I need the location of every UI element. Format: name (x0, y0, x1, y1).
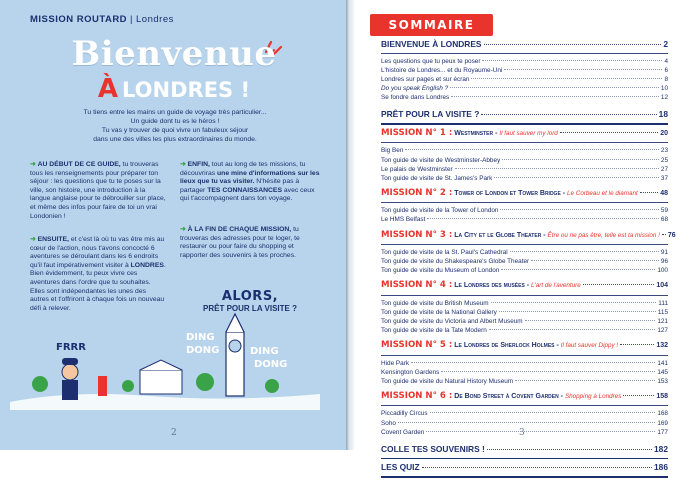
mission-label: MISSION N° 4 : (381, 280, 453, 291)
block-enfin-text-3: avec ceux qui t'accompagnent dans ton voyage. (180, 186, 315, 203)
sound-ding: DING (250, 346, 279, 357)
toc-entry-page: 25 (660, 156, 668, 164)
toc-divider (381, 142, 668, 143)
toc-subentry[interactable] (381, 359, 668, 368)
toc-subentry[interactable] (381, 174, 668, 183)
mission-name: La City et le Globe Theater (454, 231, 542, 239)
block-ensuite-text: et c'est là où tu vas être mis au cœur de l'action, nous t'avons concocté 6 aventures se déroulant dans les 6 endroits qu'il faut impérativement visiter à (30, 236, 165, 269)
toc-entry-page: 6 (664, 67, 668, 75)
left-page (0, 0, 348, 450)
intro-text (34, 108, 316, 144)
table-of-contents (381, 39, 676, 481)
toc-entry-page: 132 (656, 342, 668, 350)
toc-mission-1[interactable]: MISSION N° 1 : Westminster - Il faut sauver my lord 20 (381, 127, 668, 138)
toc-mission-4[interactable]: MISSION N° 4 : Le Londres des musées - L'art de l'aventure 104 (381, 280, 668, 291)
toc-subentry[interactable] (381, 57, 668, 66)
page-number-right: 3 (519, 428, 525, 438)
toc-subentry[interactable] (381, 299, 668, 308)
toc-mission-5[interactable]: MISSION N° 5 : Le Londres de Sherlock Holmes - Il faut sauver Dippy ! 132 (381, 340, 668, 351)
alors-line-1: ALORS, (221, 289, 279, 304)
block-enfin-text: tout au long de tes missions, tu découvriras (180, 161, 306, 177)
toc-divider (381, 202, 668, 203)
mission-label: MISSION N° 1 : (381, 127, 453, 138)
sound-frrr: FRRR (56, 342, 86, 353)
toc-entry-page: 168 (657, 410, 668, 418)
mission-name: Le Londres de Sherlock Holmes (454, 342, 555, 350)
toc-entry-title: Ton guide de visite de St. James's Park (381, 174, 493, 182)
mission-name: Le Londres des musées (454, 282, 525, 290)
toc-entry-page: 27 (660, 165, 668, 173)
toc-entry-title: Piccadilly Circus (381, 410, 428, 418)
character-body-icon (62, 380, 78, 400)
tree-icon (196, 373, 214, 391)
toc-subentry[interactable] (381, 326, 668, 335)
tower-spire-icon (226, 314, 244, 332)
character-head-icon (62, 364, 78, 380)
block-fin-lead: À LA FIN DE CHAQUE MISSION, (187, 226, 292, 233)
book-spine (346, 0, 354, 450)
bowler-hat-icon (62, 358, 78, 365)
tree-icon (32, 376, 48, 392)
toc-entry-title: Ton guide de visite du Natural History Museum (381, 377, 514, 385)
toc-subentry[interactable] (381, 75, 668, 84)
block-fin (180, 226, 320, 260)
toc-subentry[interactable] (381, 368, 668, 377)
toc-mission-3[interactable]: MISSION N° 3 : La City et le Globe Theater - Être ou ne pas être, telle est ta mission ! 76 (381, 229, 676, 240)
mission-name: De Bond Street à Covent Garden (454, 392, 559, 400)
mission-name: Tower of London et Tower Bridge (454, 189, 561, 197)
toc-entry-title: Londres sur pages et sur écran (381, 76, 470, 84)
toc-entry-title: Ton guide de visite de la St. Paul's Cathedral (381, 249, 508, 257)
toc-entry-page: 186 (654, 462, 668, 473)
mission-subtitle: Être ou ne pas être, telle est ta mission ! (547, 231, 660, 239)
mission-label: MISSION N° 3 : (381, 229, 453, 240)
arrow-icon: ➜ (30, 236, 36, 243)
sound-dong: DONG (186, 345, 220, 356)
toc-entry-page: 177 (657, 428, 668, 436)
toc-entry-title: PRÊT POUR LA VISITE ? (381, 109, 480, 120)
toc-entry-page: 127 (657, 327, 668, 335)
mission-subtitle: Il faut sauver Dippy ! (560, 342, 619, 350)
toc-entry-title: Ton guide de visite de Westminster-Abbey (381, 156, 501, 164)
toc-entry-page: 20 (660, 129, 668, 137)
toc-divider (381, 123, 668, 125)
mission-subtitle: Shopping à Londres (564, 392, 622, 400)
block-ensuite-text-2: . Bien évidemment, tu peux vivre ces aventures dans l'ordre que tu souhaites. Elles sont indépendantes les unes des autres et t'offriront à chaque fois un nouveau défi à relever. (30, 261, 166, 312)
toc-entry-title: Ton guide de visite du Victoria and Albert Museum (381, 318, 523, 325)
toc-entry-title: Kensington Gardens (381, 368, 440, 376)
toc-subentry[interactable] (381, 215, 668, 224)
toc-mission-6[interactable]: MISSION N° 6 : De Bond Street à Covent Garden - Shopping à Londres 158 (381, 390, 668, 401)
toc-subentry[interactable] (381, 377, 668, 386)
toc-entry-page: 153 (657, 377, 668, 385)
toc-subentry[interactable] (381, 146, 668, 155)
london-skyline-illustration (0, 310, 348, 420)
running-head-place: Londres (136, 14, 174, 25)
toc-entry-page: 96 (660, 258, 668, 266)
mission-label: MISSION N° 2 : (381, 187, 453, 198)
toc-entry-page: 91 (660, 249, 668, 257)
toc-subentry[interactable] (381, 66, 668, 75)
intro-line: dans une des villes les plus extraordinaires du monde. (93, 136, 257, 143)
toc-entry-page: 76 (667, 231, 676, 239)
arrow-icon: ➜ (180, 226, 186, 233)
toc-subentry[interactable] (381, 156, 668, 165)
toc-entry-page: 121 (657, 318, 668, 325)
toc-subentry[interactable] (381, 308, 668, 317)
toc-section-quiz[interactable] (381, 462, 668, 473)
title-londres: LONDRES ! (122, 78, 251, 102)
toc-subentry[interactable] (381, 419, 668, 428)
block-ensuite-lead: ENSUITE, (37, 236, 69, 243)
toc-entry-title: Les questions que tu peux te poser (381, 58, 481, 65)
block-enfin-lead: ENFIN, (187, 161, 210, 168)
block-debut-lead: AU DÉBUT DE CE GUIDE, (37, 161, 121, 168)
toc-entry-page: 4 (664, 58, 668, 65)
toc-entry-title: Ton guide de visite du Museum of London (381, 267, 500, 275)
toc-section-souvenirs[interactable] (381, 444, 668, 455)
mission-subtitle: L'art de l'aventure (531, 282, 581, 290)
toc-subentry[interactable] (381, 84, 668, 93)
block-fin-text: tu trouveras des adresses pour te loger, te restaurer ou pour faire du shopping et rapporter des souvenirs à tes proches. (180, 226, 300, 259)
toc-entry-title: Se fondre dans Londres (381, 94, 450, 102)
toc-divider (381, 355, 668, 356)
intro-line: Tu tiens entre les mains un guide de voyage très particulier... (83, 109, 267, 116)
toc-entry-title: Ton guide de visite de la Tower of London (381, 207, 499, 215)
mission-name: Westminster (454, 129, 494, 137)
toc-subentry[interactable] (381, 206, 668, 215)
arrow-icon: ➜ (30, 161, 36, 168)
title-a: À (97, 74, 119, 104)
toc-entry-title: Ton guide de visite du Shakespeare's Globe Theater (381, 258, 530, 266)
toc-entry-title: COLLE TES SOUVENIRS ! (381, 443, 485, 454)
page-title: Bienvenue (71, 34, 277, 74)
toc-entry-page: 2 (663, 39, 668, 49)
alors-line-2: PRÊT POUR LA VISITE ? (203, 304, 297, 313)
toc-entry-title: Le HMS Belfast (381, 216, 426, 224)
palace-icon (140, 370, 182, 394)
block-ensuite (30, 236, 166, 313)
toc-entry-page: 169 (657, 419, 668, 427)
intro-line: Tu vas y trouver de quoi vivre un fabuleux séjour (101, 127, 249, 134)
intro-line: Un guide dont tu es le héros ! (130, 118, 220, 125)
toc-entry-page: 10 (660, 85, 668, 93)
toc-entry-title: Covent Garden (381, 428, 425, 436)
mission-label: MISSION N° 5 : (381, 340, 453, 351)
block-debut-text: tu trouveras tous les renseignements pour préparer ton séjour : les questions que tu te poses sur la ville, son histoire, une introduction à la langue anglaise pour te débrouiller sur place, et même des infos pour faire de toi un vrai Londonien ! (30, 161, 166, 220)
phone-box-icon (98, 376, 107, 396)
ground-shape (10, 394, 320, 410)
toc-entry-page: 12 (660, 94, 668, 102)
block-enfin-text-2: N'hésite pas à partager (180, 178, 300, 194)
running-head (30, 14, 174, 25)
block-enfin-bold: une mine d'informations sur les lieux que tu vas visiter. (180, 169, 320, 186)
toc-entry-title: Do you speak English ? (381, 85, 449, 93)
toc-entry-page: 18 (658, 109, 668, 120)
toc-divider (381, 53, 668, 54)
toc-entry-title: Ton guide de visite du British Museum (381, 299, 489, 307)
arrow-icon: ➜ (180, 161, 186, 168)
toc-divider (381, 295, 668, 296)
tree-icon (122, 380, 134, 392)
block-enfin-caps: TES CONNAISSANCES (207, 186, 282, 194)
toc-entry-page: 23 (660, 147, 668, 155)
toc-subentry[interactable] (381, 93, 668, 102)
toc-divider (381, 458, 668, 460)
toc-entry-title: Ton guide de visite de la Tate Modern (381, 327, 487, 335)
block-debut (30, 161, 166, 221)
clock-icon (229, 340, 241, 352)
page-number-left: 2 (171, 428, 177, 438)
toc-entry-page: 182 (654, 443, 668, 454)
toc-divider (381, 244, 668, 245)
toc-subentry[interactable] (381, 257, 668, 266)
toc-subentry[interactable] (381, 317, 668, 326)
mission-label: MISSION N° 6 : (381, 390, 453, 401)
toc-entry-page: 104 (656, 282, 668, 290)
mission-subtitle: Le Corbeau et le diamant (567, 189, 638, 197)
toc-divider (381, 476, 668, 478)
palace-roof-icon (140, 360, 182, 370)
toc-subentry[interactable] (381, 409, 668, 418)
toc-section-bienvenue[interactable] (381, 39, 668, 50)
tree-icon (265, 379, 279, 393)
toc-entry-page: 37 (660, 174, 668, 182)
block-enfin (180, 161, 320, 204)
toc-entry-title: L'histoire de Londres... et du Royaume-Uni (381, 67, 503, 75)
toc-divider (381, 405, 668, 406)
toc-subentry[interactable] (381, 165, 668, 174)
sound-ding: DING (186, 332, 215, 343)
toc-entry-page: 141 (657, 359, 668, 367)
toc-entry-page: 158 (656, 392, 668, 400)
toc-entry-title: Big Ben (381, 147, 404, 155)
mission-subtitle: Il faut sauver my lord (499, 129, 558, 137)
toc-entry-page: 115 (657, 308, 668, 316)
sommaire-title: SOMMAIRE (388, 18, 475, 32)
toc-entry-page: 8 (664, 76, 668, 84)
sound-dong: DONG (254, 359, 288, 370)
toc-entry-page: 111 (658, 299, 668, 307)
toc-entry-title: Ton guide de visite de la National Gallery (381, 308, 497, 316)
toc-entry-page: 145 (657, 368, 668, 376)
toc-entry-page: 48 (660, 189, 668, 197)
toc-entry-title: Hide Park (381, 359, 410, 367)
running-head-series: MISSION ROUTARD (30, 14, 128, 25)
toc-section-pret[interactable] (381, 109, 668, 120)
toc-entry-page: 68 (660, 216, 668, 224)
toc-entry-title: LES QUIZ (381, 462, 420, 473)
page-subtitle (0, 74, 348, 104)
toc-subentry[interactable] (381, 266, 668, 275)
toc-entry-title: Soho (381, 419, 396, 427)
toc-entry-page: 59 (660, 207, 668, 215)
block-ensuite-city: LONDRES (130, 261, 164, 269)
toc-entry-title: Le palais de Westminster (381, 165, 453, 173)
running-head-separator: | (130, 14, 134, 25)
toc-mission-2[interactable]: MISSION N° 2 : Tower of London et Tower Bridge - Le Corbeau et le diamant 48 (381, 187, 668, 198)
toc-entry-page: 100 (657, 267, 668, 275)
toc-subentry[interactable] (381, 248, 668, 257)
toc-entry-title: BIENVENUE À LONDRES (381, 39, 482, 49)
sommaire-banner (370, 14, 493, 36)
